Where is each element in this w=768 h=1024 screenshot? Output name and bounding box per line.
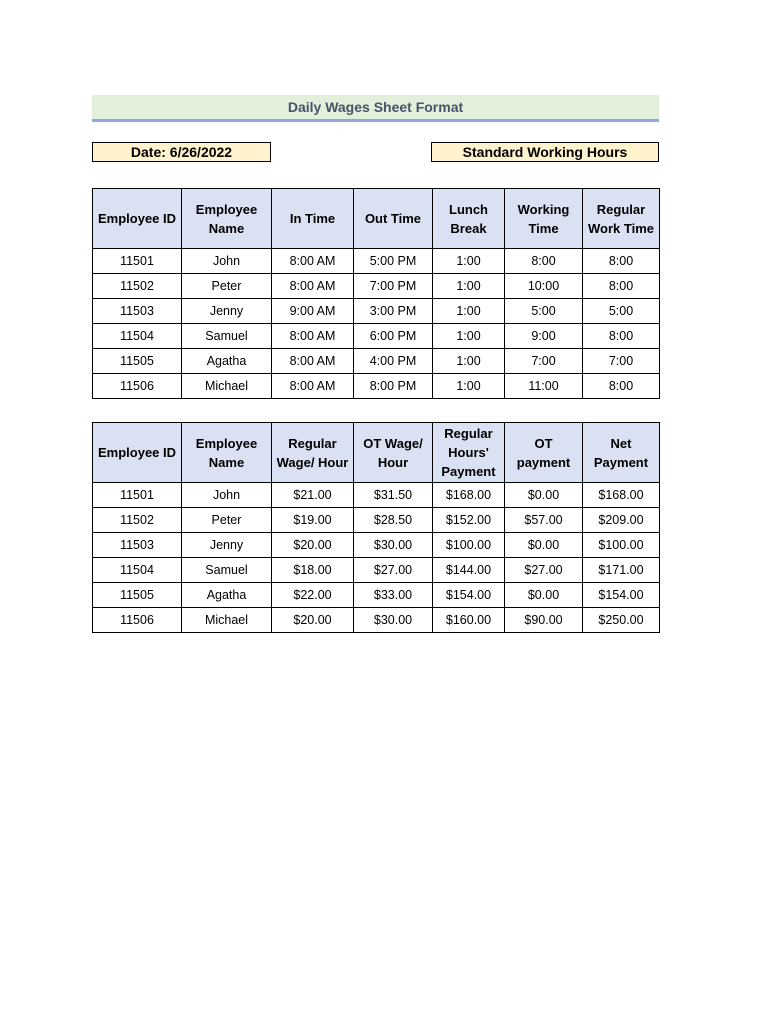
- column-header[interactable]: Employee ID: [93, 189, 182, 249]
- table-cell[interactable]: 11:00: [505, 374, 583, 399]
- table-cell[interactable]: $18.00: [272, 558, 354, 583]
- table-cell[interactable]: John: [182, 483, 272, 508]
- table-row: [93, 508, 660, 533]
- table-cell[interactable]: John: [182, 249, 272, 274]
- table-cell[interactable]: $30.00: [354, 608, 433, 633]
- table-cell[interactable]: $0.00: [505, 533, 583, 558]
- column-header[interactable]: Regular Hours' Payment: [433, 423, 505, 483]
- table-cell[interactable]: Samuel: [182, 558, 272, 583]
- table-cell[interactable]: $100.00: [583, 533, 660, 558]
- table-row: [93, 483, 660, 508]
- table-cell[interactable]: 3:00 PM: [354, 299, 433, 324]
- table-row: [93, 583, 660, 608]
- table-row: [93, 249, 660, 274]
- table-cell[interactable]: 11503: [93, 299, 182, 324]
- date-label[interactable]: Date: 6/26/2022: [92, 142, 271, 162]
- table-cell[interactable]: 6:00 PM: [354, 324, 433, 349]
- table-cell[interactable]: 11505: [93, 349, 182, 374]
- table-cell[interactable]: 8:00 AM: [272, 274, 354, 299]
- table-cell[interactable]: 5:00: [505, 299, 583, 324]
- standard-working-hours-label[interactable]: Standard Working Hours: [431, 142, 659, 162]
- table-cell[interactable]: 11501: [93, 483, 182, 508]
- table-row: [93, 558, 660, 583]
- table-row: [93, 274, 660, 299]
- table-cell[interactable]: $0.00: [505, 483, 583, 508]
- column-header[interactable]: OT Wage/ Hour: [354, 423, 433, 483]
- column-header[interactable]: OT payment: [505, 423, 583, 483]
- table-cell[interactable]: 9:00 AM: [272, 299, 354, 324]
- table-cell[interactable]: Agatha: [182, 583, 272, 608]
- table-cell[interactable]: $160.00: [433, 608, 505, 633]
- table-cell[interactable]: 8:00: [583, 374, 660, 399]
- column-header[interactable]: Working Time: [505, 189, 583, 249]
- table-cell[interactable]: Jenny: [182, 533, 272, 558]
- table-cell[interactable]: $20.00: [272, 533, 354, 558]
- table-cell[interactable]: 11502: [93, 508, 182, 533]
- table-cell[interactable]: 10:00: [505, 274, 583, 299]
- table-cell[interactable]: $152.00: [433, 508, 505, 533]
- working-time-table: [92, 188, 660, 399]
- table-row: [93, 374, 660, 399]
- table-cell[interactable]: $168.00: [583, 483, 660, 508]
- table-cell[interactable]: 8:00 AM: [272, 349, 354, 374]
- table-cell[interactable]: 7:00: [505, 349, 583, 374]
- table-cell[interactable]: 1:00: [433, 374, 505, 399]
- table-row: [93, 349, 660, 374]
- table-cell[interactable]: 11504: [93, 324, 182, 349]
- table-cell[interactable]: Peter: [182, 274, 272, 299]
- table-cell[interactable]: $154.00: [433, 583, 505, 608]
- table-cell[interactable]: 11505: [93, 583, 182, 608]
- table-cell[interactable]: 5:00: [583, 299, 660, 324]
- table-cell[interactable]: 1:00: [433, 249, 505, 274]
- column-header[interactable]: Regular Work Time: [583, 189, 660, 249]
- table-cell[interactable]: 11506: [93, 608, 182, 633]
- table-header-row: [93, 189, 660, 249]
- table-cell[interactable]: 8:00: [583, 249, 660, 274]
- table-cell[interactable]: $90.00: [505, 608, 583, 633]
- table-cell[interactable]: 1:00: [433, 324, 505, 349]
- payment-table: [92, 422, 660, 633]
- table-cell[interactable]: $0.00: [505, 583, 583, 608]
- table-cell[interactable]: 8:00: [583, 274, 660, 299]
- table-cell[interactable]: 5:00 PM: [354, 249, 433, 274]
- table-cell[interactable]: $100.00: [433, 533, 505, 558]
- column-header[interactable]: Employee Name: [182, 189, 272, 249]
- column-header[interactable]: Out Time: [354, 189, 433, 249]
- table-row: [93, 324, 660, 349]
- table-cell[interactable]: 11506: [93, 374, 182, 399]
- table-cell[interactable]: $19.00: [272, 508, 354, 533]
- column-header[interactable]: In Time: [272, 189, 354, 249]
- column-header[interactable]: Regular Wage/ Hour: [272, 423, 354, 483]
- table-cell[interactable]: 11501: [93, 249, 182, 274]
- table-cell[interactable]: $154.00: [583, 583, 660, 608]
- table-row: [93, 299, 660, 324]
- table-row: [93, 533, 660, 558]
- table-cell[interactable]: 8:00 PM: [354, 374, 433, 399]
- table-cell[interactable]: Agatha: [182, 349, 272, 374]
- table-cell[interactable]: $31.50: [354, 483, 433, 508]
- table-cell[interactable]: $27.00: [505, 558, 583, 583]
- table-header-row: [93, 423, 660, 483]
- table-cell[interactable]: 8:00 AM: [272, 249, 354, 274]
- table-cell[interactable]: Samuel: [182, 324, 272, 349]
- column-header[interactable]: Lunch Break: [433, 189, 505, 249]
- table-cell[interactable]: 4:00 PM: [354, 349, 433, 374]
- table-cell[interactable]: $21.00: [272, 483, 354, 508]
- sheet-title: Daily Wages Sheet Format: [92, 95, 659, 122]
- table-cell[interactable]: $57.00: [505, 508, 583, 533]
- table-cell[interactable]: 8:00 AM: [272, 324, 354, 349]
- column-header[interactable]: Employee Name: [182, 423, 272, 483]
- table-cell[interactable]: Jenny: [182, 299, 272, 324]
- table-cell[interactable]: 9:00: [505, 324, 583, 349]
- table-cell[interactable]: 1:00: [433, 349, 505, 374]
- table-cell[interactable]: Michael: [182, 374, 272, 399]
- table-cell[interactable]: 8:00 AM: [272, 374, 354, 399]
- column-header[interactable]: Net Payment: [583, 423, 660, 483]
- table-cell[interactable]: 7:00: [583, 349, 660, 374]
- table-cell[interactable]: $171.00: [583, 558, 660, 583]
- table-cell[interactable]: $22.00: [272, 583, 354, 608]
- table-cell[interactable]: $33.00: [354, 583, 433, 608]
- table-cell[interactable]: $209.00: [583, 508, 660, 533]
- table-cell[interactable]: $250.00: [583, 608, 660, 633]
- table-cell[interactable]: 11502: [93, 274, 182, 299]
- table-cell[interactable]: 11504: [93, 558, 182, 583]
- column-header[interactable]: Employee ID: [93, 423, 182, 483]
- table-row: [93, 608, 660, 633]
- table-cell[interactable]: 11503: [93, 533, 182, 558]
- table-cell[interactable]: $144.00: [433, 558, 505, 583]
- table-cell[interactable]: $28.50: [354, 508, 433, 533]
- table-cell[interactable]: $168.00: [433, 483, 505, 508]
- table-cell[interactable]: $30.00: [354, 533, 433, 558]
- table-cell[interactable]: 8:00: [583, 324, 660, 349]
- table-cell[interactable]: 1:00: [433, 274, 505, 299]
- table-cell[interactable]: $20.00: [272, 608, 354, 633]
- table-cell[interactable]: 7:00 PM: [354, 274, 433, 299]
- table-cell[interactable]: 8:00: [505, 249, 583, 274]
- table-cell[interactable]: Peter: [182, 508, 272, 533]
- table-cell[interactable]: $27.00: [354, 558, 433, 583]
- table-cell[interactable]: Michael: [182, 608, 272, 633]
- table-cell[interactable]: 1:00: [433, 299, 505, 324]
